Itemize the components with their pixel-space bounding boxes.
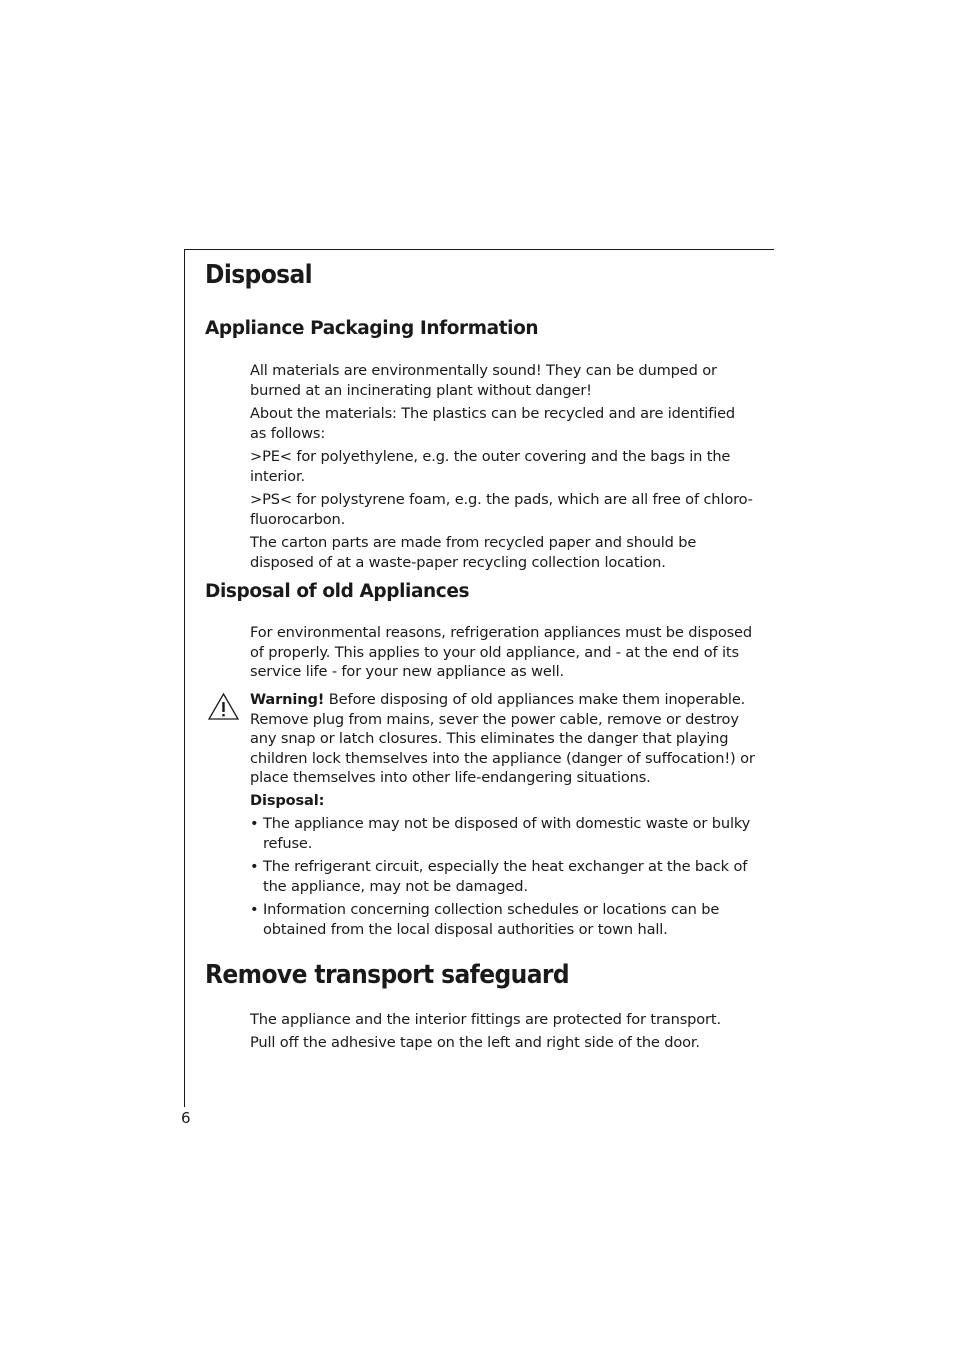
warning-text: Before disposing of old appliances make them inoperable. Remove plug from mains, sever the power cable, remove or destroy any snap or latch closures. This eliminates the danger that playing children lock themselves into the appliance (danger of suffocation!) or place themselves into other life-endangering situations. [250,691,755,786]
warning-label: Warning! [250,691,325,708]
transport-paragraph: The appliance and the interior fittings are protected for transport. [250,1011,721,1028]
packaging-paragraph: About the materials: The plastics can be recycled and are identified as follows: [250,405,736,442]
frame-left-rule [184,249,185,1107]
packaging-paragraph: >PE< for polyethylene, e.g. the outer covering and the bags in the interior. [250,448,731,485]
packaging-paragraph: The carton parts are made from recycled paper and should be disposed of at a waste-paper recycling collection location. [250,534,697,571]
bullet-dot: • [250,815,259,832]
warning-triangle-icon [207,692,240,721]
old-appliances-intro: For environmental reasons, refrigeration appliances must be disposed of properly. This applies to your old appliance, and - at the end of its service life - for your new appliance as well. [250,624,752,680]
heading-old-appliances: Disposal of old Appliances [205,581,470,602]
disposal-bullet [250,857,755,896]
page-number: 6 [181,1109,191,1127]
bullet-dot: • [250,858,259,875]
bullet-text: Information concerning collection schedules or locations can be obtained from the local disposal authorities or town hall. [263,901,720,938]
disposal-bullet [250,900,755,939]
disposal-bullet [250,814,755,853]
bullet-text: The appliance may not be disposed of with domestic waste or bulky refuse. [263,815,751,852]
bullet-dot: • [250,901,259,918]
heading-transport: Remove transport safeguard [205,960,569,990]
frame-top-rule [184,249,774,250]
packaging-paragraph: All materials are environmentally sound! They can be dumped or burned at an incinerating plant without danger! [250,362,717,399]
heading-packaging: Appliance Packaging Information [205,318,539,339]
bullet-text: The refrigerant circuit, especially the heat exchanger at the back of the appliance, may not be damaged. [263,858,748,895]
heading-disposal: Disposal [205,260,313,290]
transport-paragraph: Pull off the adhesive tape on the left and right side of the door. [250,1034,700,1051]
disposal-label: Disposal: [250,792,325,809]
packaging-paragraph: >PS< for polystyrene foam, e.g. the pads, which are all free of chloro-fluorocarbon. [250,491,753,528]
warning-paragraph [250,690,755,788]
